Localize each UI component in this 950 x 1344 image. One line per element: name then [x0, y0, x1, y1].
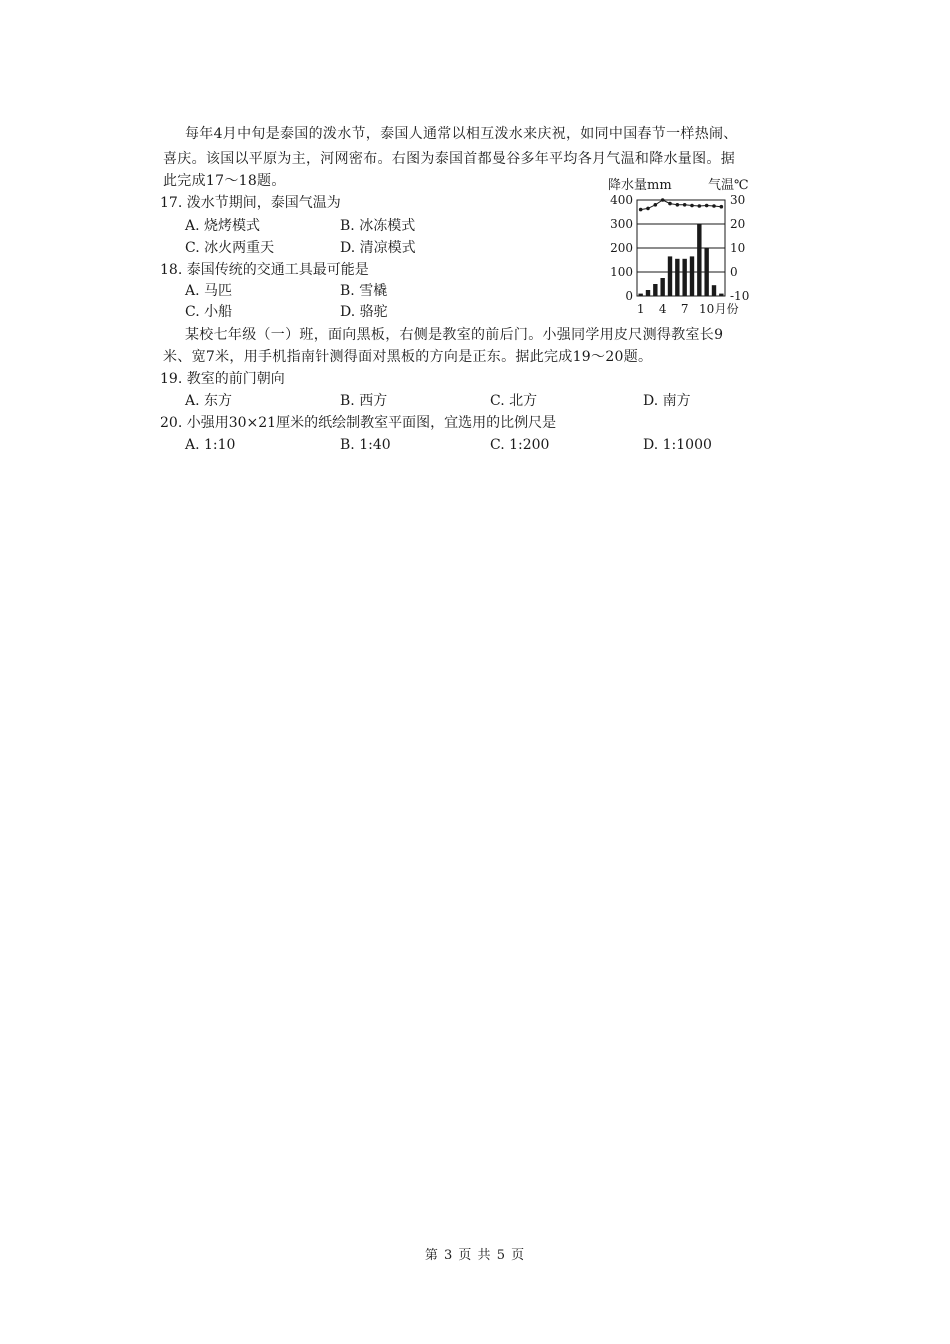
temperature-point — [712, 204, 716, 208]
temp-tick-label: 20 — [730, 217, 746, 231]
passage1-line3: 此完成17～18题。 — [163, 173, 286, 189]
q18-option-a: A. 马匹 — [185, 283, 233, 299]
x-axis-label: 月份 — [714, 302, 739, 316]
page-footer: 第 3 页 共 5 页 — [424, 1248, 526, 1263]
temperature-point — [639, 208, 643, 212]
precip-bar — [690, 256, 694, 296]
climate-chart — [600, 172, 770, 322]
month-tick-label: 4 — [658, 302, 667, 316]
q18-option-c: C. 小船 — [185, 304, 233, 320]
precip-tick-label: 300 — [610, 217, 633, 231]
q20-option-b: B. 1:40 — [340, 437, 391, 453]
q20-stem: 20. 小强用30×21厘米的纸绘制教室平面图，宜选用的比例尺是 — [160, 415, 557, 431]
q17-option-d: D. 清凉模式 — [340, 240, 416, 256]
precip-bar — [668, 256, 672, 296]
precip-bar — [675, 259, 679, 296]
q19-option-a: A. 东方 — [185, 393, 233, 409]
temperature-point — [661, 198, 665, 202]
temp-tick-label: -10 — [730, 289, 750, 303]
passage2-line2: 米、宽7米，用手机指南针测得面对黑板的方向是正东。据此完成19～20题。 — [163, 349, 653, 365]
q20-option-c: C. 1:200 — [490, 437, 550, 453]
q19-option-d: D. 南方 — [643, 393, 691, 409]
temperature-point — [698, 204, 702, 208]
q19-option-c: C. 北方 — [490, 393, 538, 409]
passage2-line1: 某校七年级（一）班，面向黑板，右侧是教室的前后门。小强同学用皮尺测得教室长9 — [185, 327, 724, 343]
precip-tick-label: 200 — [610, 241, 633, 255]
month-tick-label: 7 — [680, 302, 689, 316]
q18-stem: 18. 泰国传统的交通工具最可能是 — [160, 262, 369, 278]
q18-option-b: B. 雪橇 — [340, 283, 388, 299]
q20-option-d: D. 1:1000 — [643, 437, 712, 453]
q17-option-b: B. 冰冻模式 — [340, 218, 416, 234]
precip-bar — [660, 278, 664, 296]
temperature-line — [641, 200, 722, 210]
precip-bar — [712, 285, 716, 296]
precip-tick-label: 0 — [625, 289, 633, 303]
temperature-point — [646, 207, 650, 211]
precip-tick-label: 400 — [610, 193, 633, 207]
q17-option-c: C. 冰火两重天 — [185, 240, 275, 256]
precip-bar — [653, 284, 657, 296]
precip-bar — [646, 290, 650, 296]
temperature-point — [690, 204, 694, 208]
q17-stem: 17. 泼水节期间，泰国气温为 — [160, 195, 341, 211]
month-tick-label: 10 — [699, 302, 715, 316]
q18-option-d: D. 骆驼 — [340, 304, 388, 320]
temp-tick-label: 10 — [730, 241, 746, 255]
temp-tick-label: 0 — [730, 265, 738, 279]
temperature-point — [668, 202, 672, 206]
precip-bar — [682, 259, 686, 296]
q20-option-a: A. 1:10 — [185, 437, 236, 453]
passage1-line2: 喜庆。该国以平原为主，河网密布。右图为泰国首都曼谷多年平均各月气温和降水量图。据 — [163, 151, 735, 167]
temperature-point — [705, 204, 709, 208]
temp-tick-label: 30 — [730, 193, 746, 207]
month-tick-label: 1 — [636, 302, 645, 316]
precip-bar — [697, 224, 701, 296]
temperature-point — [654, 203, 658, 207]
passage1-line1: 每年4月中旬是泰国的泼水节，泰国人通常以相互泼水来庆祝，如同中国春节一样热闹、 — [185, 126, 738, 142]
temperature-point — [720, 205, 724, 209]
temperature-point — [683, 203, 687, 207]
precip-tick-label: 100 — [610, 265, 633, 279]
q17-option-a: A. 烧烤模式 — [185, 218, 261, 234]
temp-axis-label: 气温℃ — [708, 178, 749, 193]
precip-axis-label: 降水量mm — [608, 178, 672, 193]
q19-stem: 19. 教室的前门朝向 — [160, 371, 285, 387]
q19-option-b: B. 西方 — [340, 393, 388, 409]
temperature-point — [676, 203, 680, 207]
